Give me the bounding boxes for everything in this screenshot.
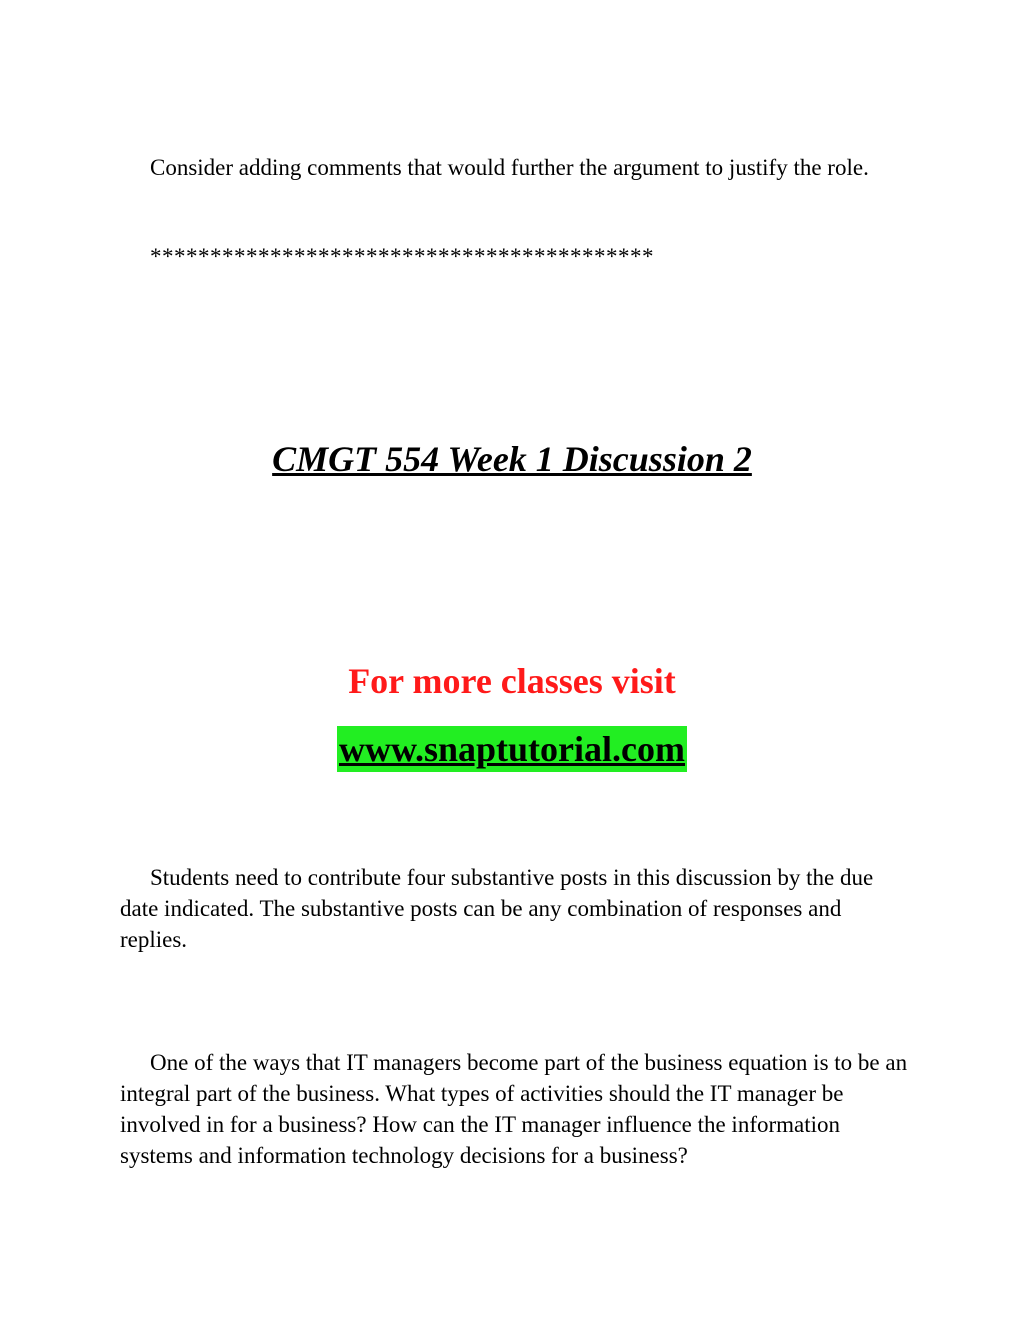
separator-line: ****************************************** xyxy=(150,244,654,269)
page-title: CMGT 554 Week 1 Discussion 2 xyxy=(272,439,752,479)
visit-heading: For more classes visit xyxy=(348,661,676,701)
site-link-container xyxy=(0,726,1024,772)
site-link[interactable]: www.snaptutorial.com xyxy=(337,726,687,772)
intro-paragraph: Consider adding comments that would further the argument to justify the role. xyxy=(150,155,869,180)
question-paragraph: One of the ways that IT managers become part of the business equation is to be an integral part of the business. What types of activities should the IT manager be involved in for a business? How can the IT manager influence the information systems and information technology decisions for a business? xyxy=(120,1050,908,1168)
students-paragraph: Students need to contribute four substantive posts in this discussion by the due date indicated. The substantive posts can be any combination of responses and replies. xyxy=(120,865,874,952)
